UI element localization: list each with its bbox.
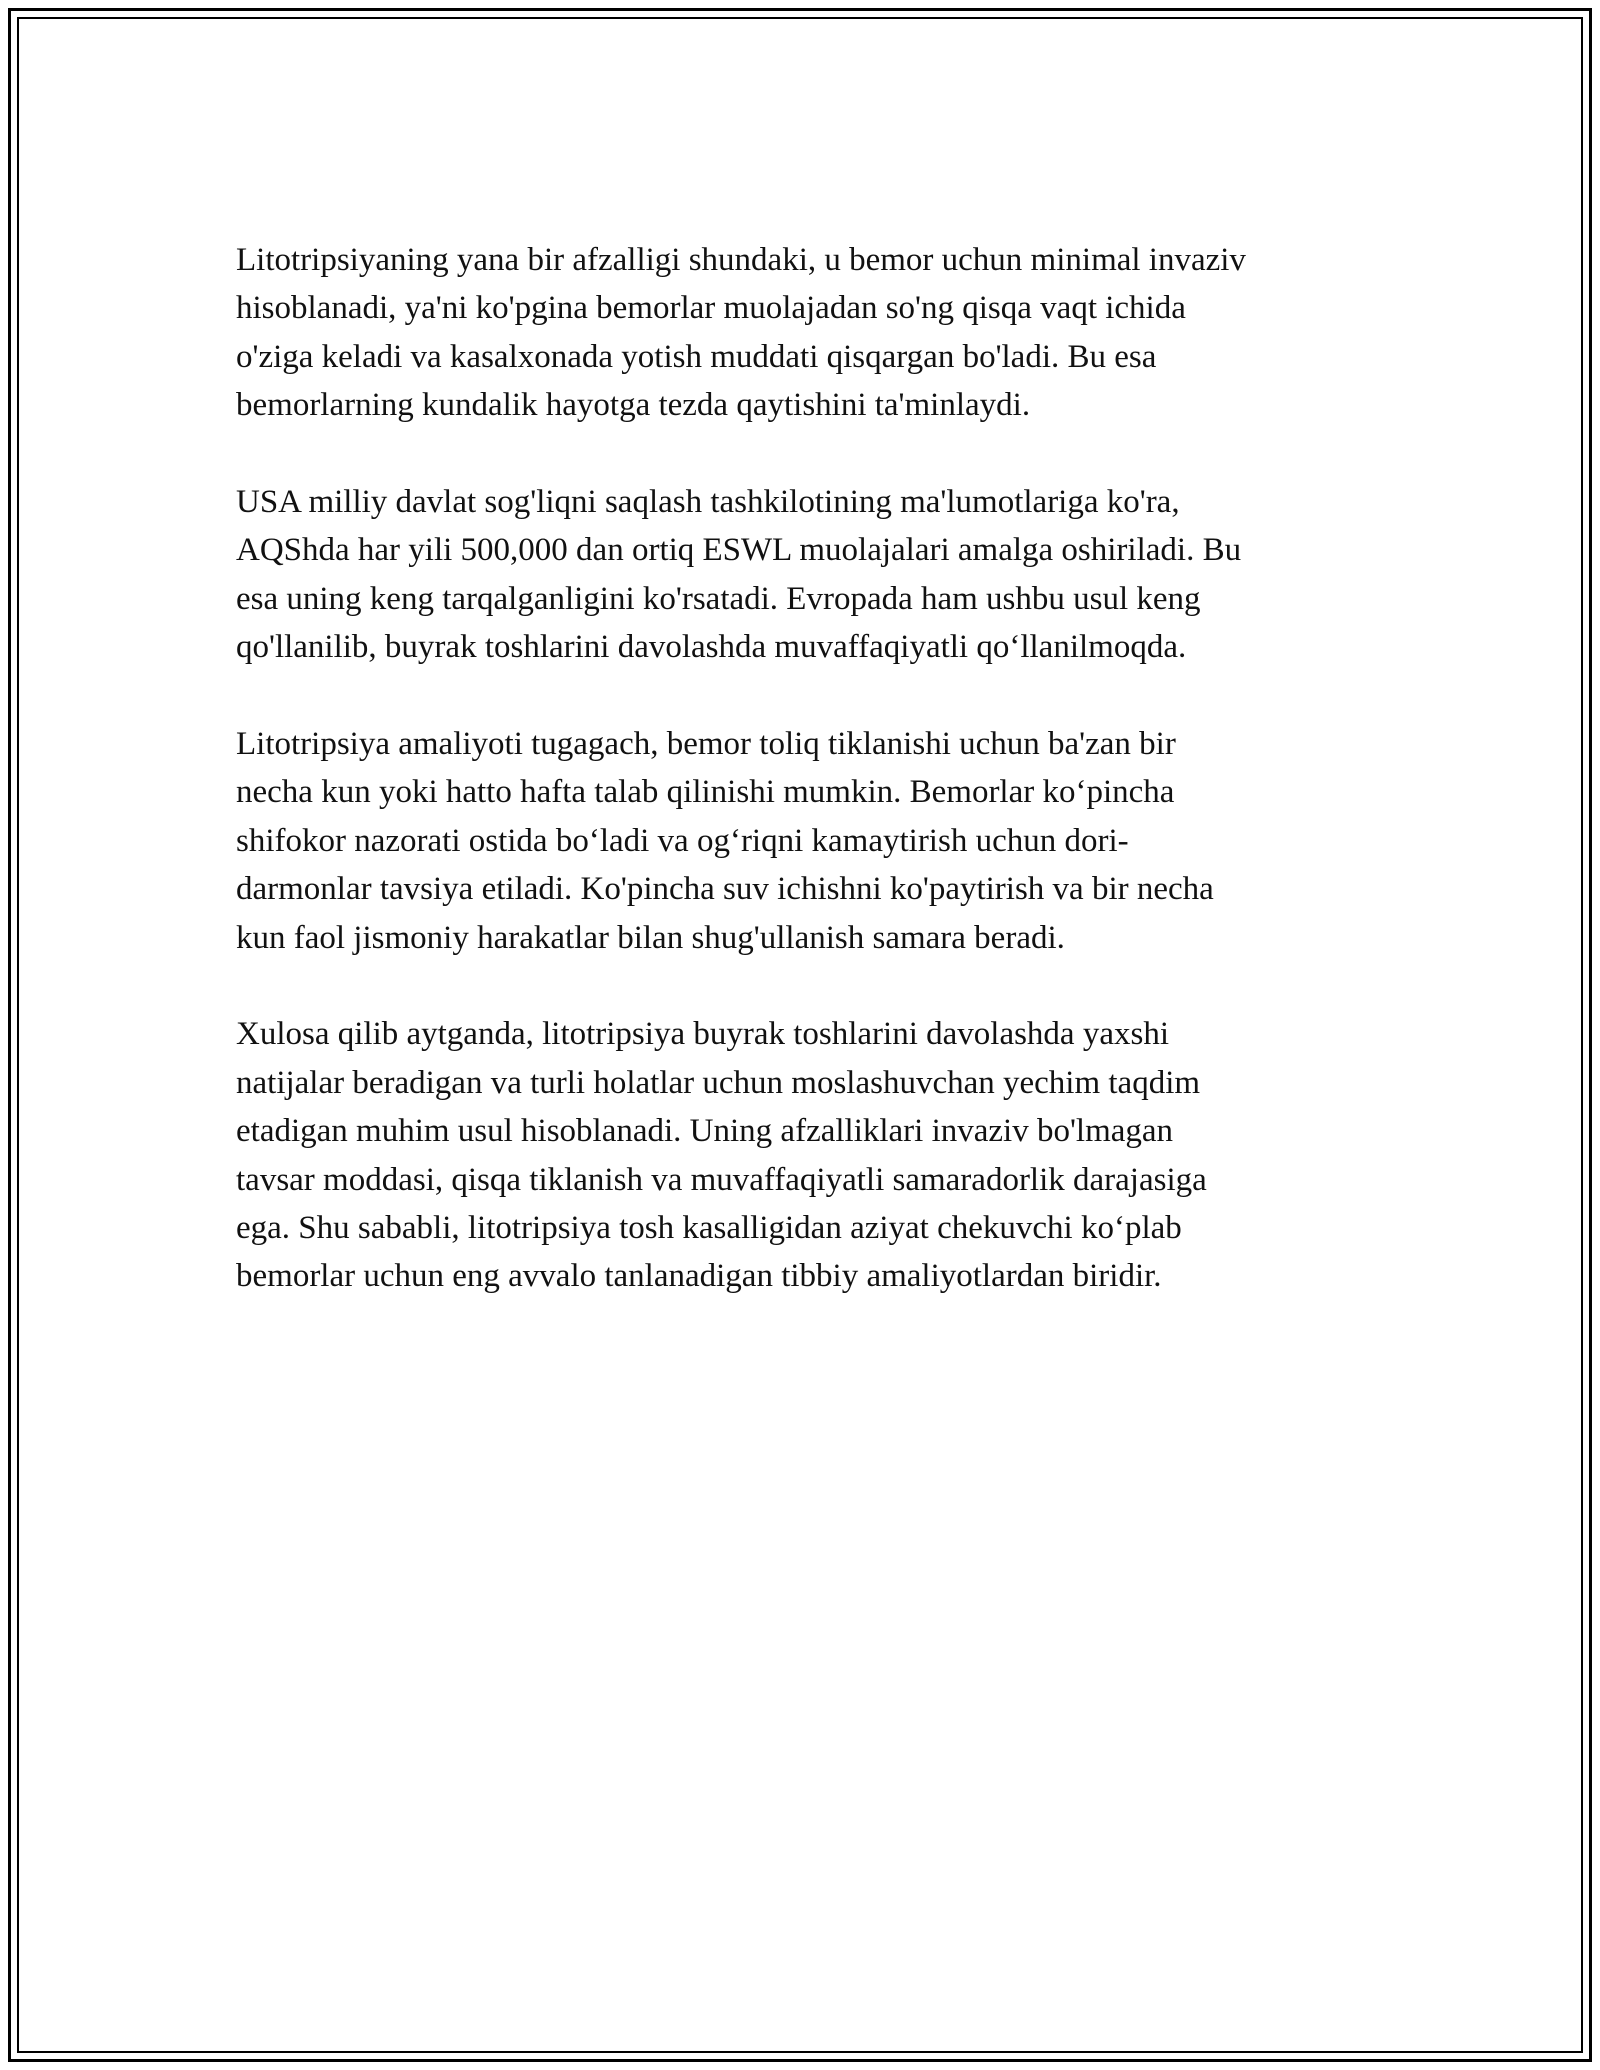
paragraph-line: darmonlar tavsiya etiladi. Ko'pincha suv ichishni ko'paytirish va bir necha: [236, 871, 1214, 908]
paragraph-line: shifokor nazorati ostida bo‘ladi va og‘riqni kamaytirish uchun dori-: [236, 822, 1129, 859]
paragraph-line: ega. Shu sababli, litotripsiya tosh kasalligidan aziyat chekuvchi ko‘plab: [236, 1210, 1182, 1247]
paragraph-line: qo'llanilib, buyrak toshlarini davolashda muvaffaqiyatli qo‘llanilmoqda.: [236, 629, 1187, 666]
paragraph-line: hisoblanadi, ya'ni ko'pgina bemorlar muolajadan so'ng qisqa vaqt ichida: [236, 290, 1186, 327]
paragraph-line: Litotripsiyaning yana bir afzalligi shundaki, u bemor uchun minimal invaziv: [236, 242, 1246, 278]
paragraph-line: USA milliy davlat sog'liqni saqlash tashkilotining ma'lumotlariga ko'ra,: [236, 484, 1180, 521]
paragraph-usa-statistics: [236, 478, 1386, 672]
paragraph-line: natijalar beradigan va turli holatlar uchun moslashuvchan yechim taqdim: [236, 1064, 1201, 1101]
paragraph-line: bemorlar uchun eng avvalo tanlanadigan tibbiy amaliyotlardan biridir.: [236, 1258, 1162, 1295]
document-body: [236, 236, 1386, 1349]
paragraph-line: kun faol jismoniy harakatlar bilan shug'ullanish samara beradi.: [236, 919, 1065, 956]
paragraph-line: o'ziga keladi va kasalxonada yotish muddati qisqargan bo'ladi. Bu esa: [236, 338, 1157, 375]
paragraph-line: esa uning keng tarqalganligini ko'rsatadi. Evropada ham ushbu usul keng: [236, 580, 1201, 617]
paragraph-conclusion: [236, 1010, 1386, 1300]
paragraph-line: Litotripsiya amaliyoti tugagach, bemor toliq tiklanishi uchun ba'zan bir: [236, 726, 1176, 763]
paragraph-line: tavsar moddasi, qisqa tiklanish va muvaffaqiyatli samaradorlik darajasiga: [236, 1161, 1207, 1198]
paragraph-minimal-invasive: [236, 236, 1386, 430]
paragraph-recovery: [236, 720, 1386, 962]
paragraph-line: bemorlarning kundalik hayotga tezda qaytishini ta'minlaydi.: [236, 387, 1031, 424]
paragraph-line: Xulosa qilib aytganda, litotripsiya buyrak toshlarini davolashda yaxshi: [236, 1016, 1169, 1053]
paragraph-line: AQShda har yili 500,000 dan ortiq ESWL muolajalari amalga oshiriladi. Bu: [236, 532, 1242, 569]
paragraph-line: necha kun yoki hatto hafta talab qilinishi mumkin. Bemorlar ko‘pincha: [236, 774, 1175, 811]
paragraph-line: etadigan muhim usul hisoblanadi. Uning afzalliklari invaziv bo'lmagan: [236, 1113, 1174, 1150]
